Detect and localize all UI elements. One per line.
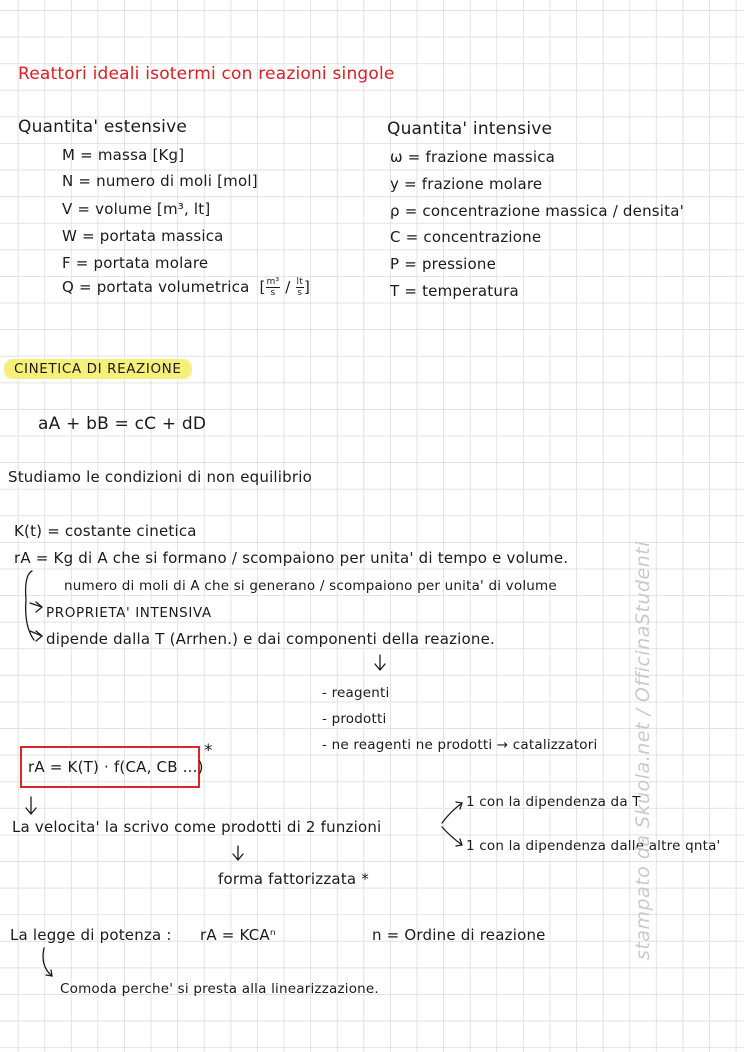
- arrow-down-box: [26, 797, 36, 814]
- component-item: - reagenti: [322, 685, 390, 701]
- extensive-item: W = portata massica: [62, 227, 224, 245]
- arrow-down-components: [375, 655, 385, 670]
- fork-arrows: [442, 802, 462, 846]
- velocity-line: La velocita' la scrivo come prodotti di 2 funzioni: [12, 818, 382, 836]
- q-unit-a-num: m³: [266, 277, 280, 287]
- q-unit-b-num: lt: [296, 277, 303, 287]
- section-highlight: CINETICA DI REAZIONE: [4, 359, 192, 379]
- star-mark: *: [204, 741, 213, 761]
- intensive-item: C = concentrazione: [390, 228, 542, 246]
- page-title: Reattori ideali isotermi con reazioni singole: [18, 64, 395, 84]
- power-law-label: La legge di potenza :: [10, 926, 172, 944]
- q-label: Q = portata volumetrica: [62, 278, 250, 296]
- intensive-item: P = pressione: [390, 255, 497, 273]
- intensive-item: ρ = concentrazione massica / densita': [390, 202, 684, 220]
- intensive-item: y = frazione molare: [390, 175, 543, 193]
- reaction-order: n = Ordine di reazione: [372, 926, 546, 944]
- intensive-heading: Quantita' intensive: [387, 119, 553, 139]
- kt-definition: K(t) = costante cinetica: [14, 522, 197, 540]
- linearization-note: Comoda perche' si presta alla linearizzazione.: [60, 981, 379, 997]
- power-law-equation: rA = KCAⁿ: [200, 926, 277, 944]
- function-temperature: 1 con la dipendenza da T: [466, 794, 641, 810]
- boxed-formula: rA = K(T) · f(CA, CB ...): [28, 758, 204, 776]
- arrow-down-factor: [233, 846, 243, 860]
- depends-line: dipende dalla T (Arrhen.) e dai componenti della reazione.: [46, 630, 496, 648]
- q-units: [ $\frac{\text{m³}}{s}$ / $\frac{lt}{s}$ ]: [254, 277, 310, 298]
- function-other: 1 con la dipendenza dalle altre qnta': [466, 838, 721, 854]
- bracket-line: [26, 571, 34, 640]
- component-item: - ne reagenti ne prodotti → catalizzatori: [322, 737, 598, 753]
- watermark: stampato da Skuola.net / OfficinaStudenti: [632, 540, 654, 960]
- reaction-equation: aA + bB = cC + dD: [38, 414, 207, 434]
- intensive-item: T = temperatura: [390, 282, 519, 300]
- arrow-comoda: [43, 948, 52, 976]
- extensive-item: V = volume [m³, lt]: [62, 200, 211, 218]
- arrow-property: [30, 602, 42, 612]
- study-line: Studiamo le condizioni di non equilibrio: [8, 468, 313, 486]
- factorized-form: forma fattorizzata *: [218, 870, 369, 888]
- property-line: PROPRIETA' INTENSIVA: [46, 605, 212, 621]
- intensive-item: ω = frazione massica: [390, 148, 556, 166]
- extensive-item: F = portata molare: [62, 254, 209, 272]
- ra-subline: numero di moli di A che si generano / scompaiono per unita' di volume: [64, 578, 557, 594]
- extensive-heading: Quantita' estensive: [18, 117, 188, 137]
- extensive-item: N = numero di moli [mol]: [62, 172, 258, 190]
- extensive-item: M = massa [Kg]: [62, 146, 185, 164]
- q-unit-b-den: s: [297, 288, 303, 298]
- q-unit-a-den: s: [270, 288, 276, 298]
- ra-definition: rA = Kg di A che si formano / scompaiono per unita' di tempo e volume.: [14, 549, 569, 567]
- component-item: - prodotti: [322, 711, 387, 727]
